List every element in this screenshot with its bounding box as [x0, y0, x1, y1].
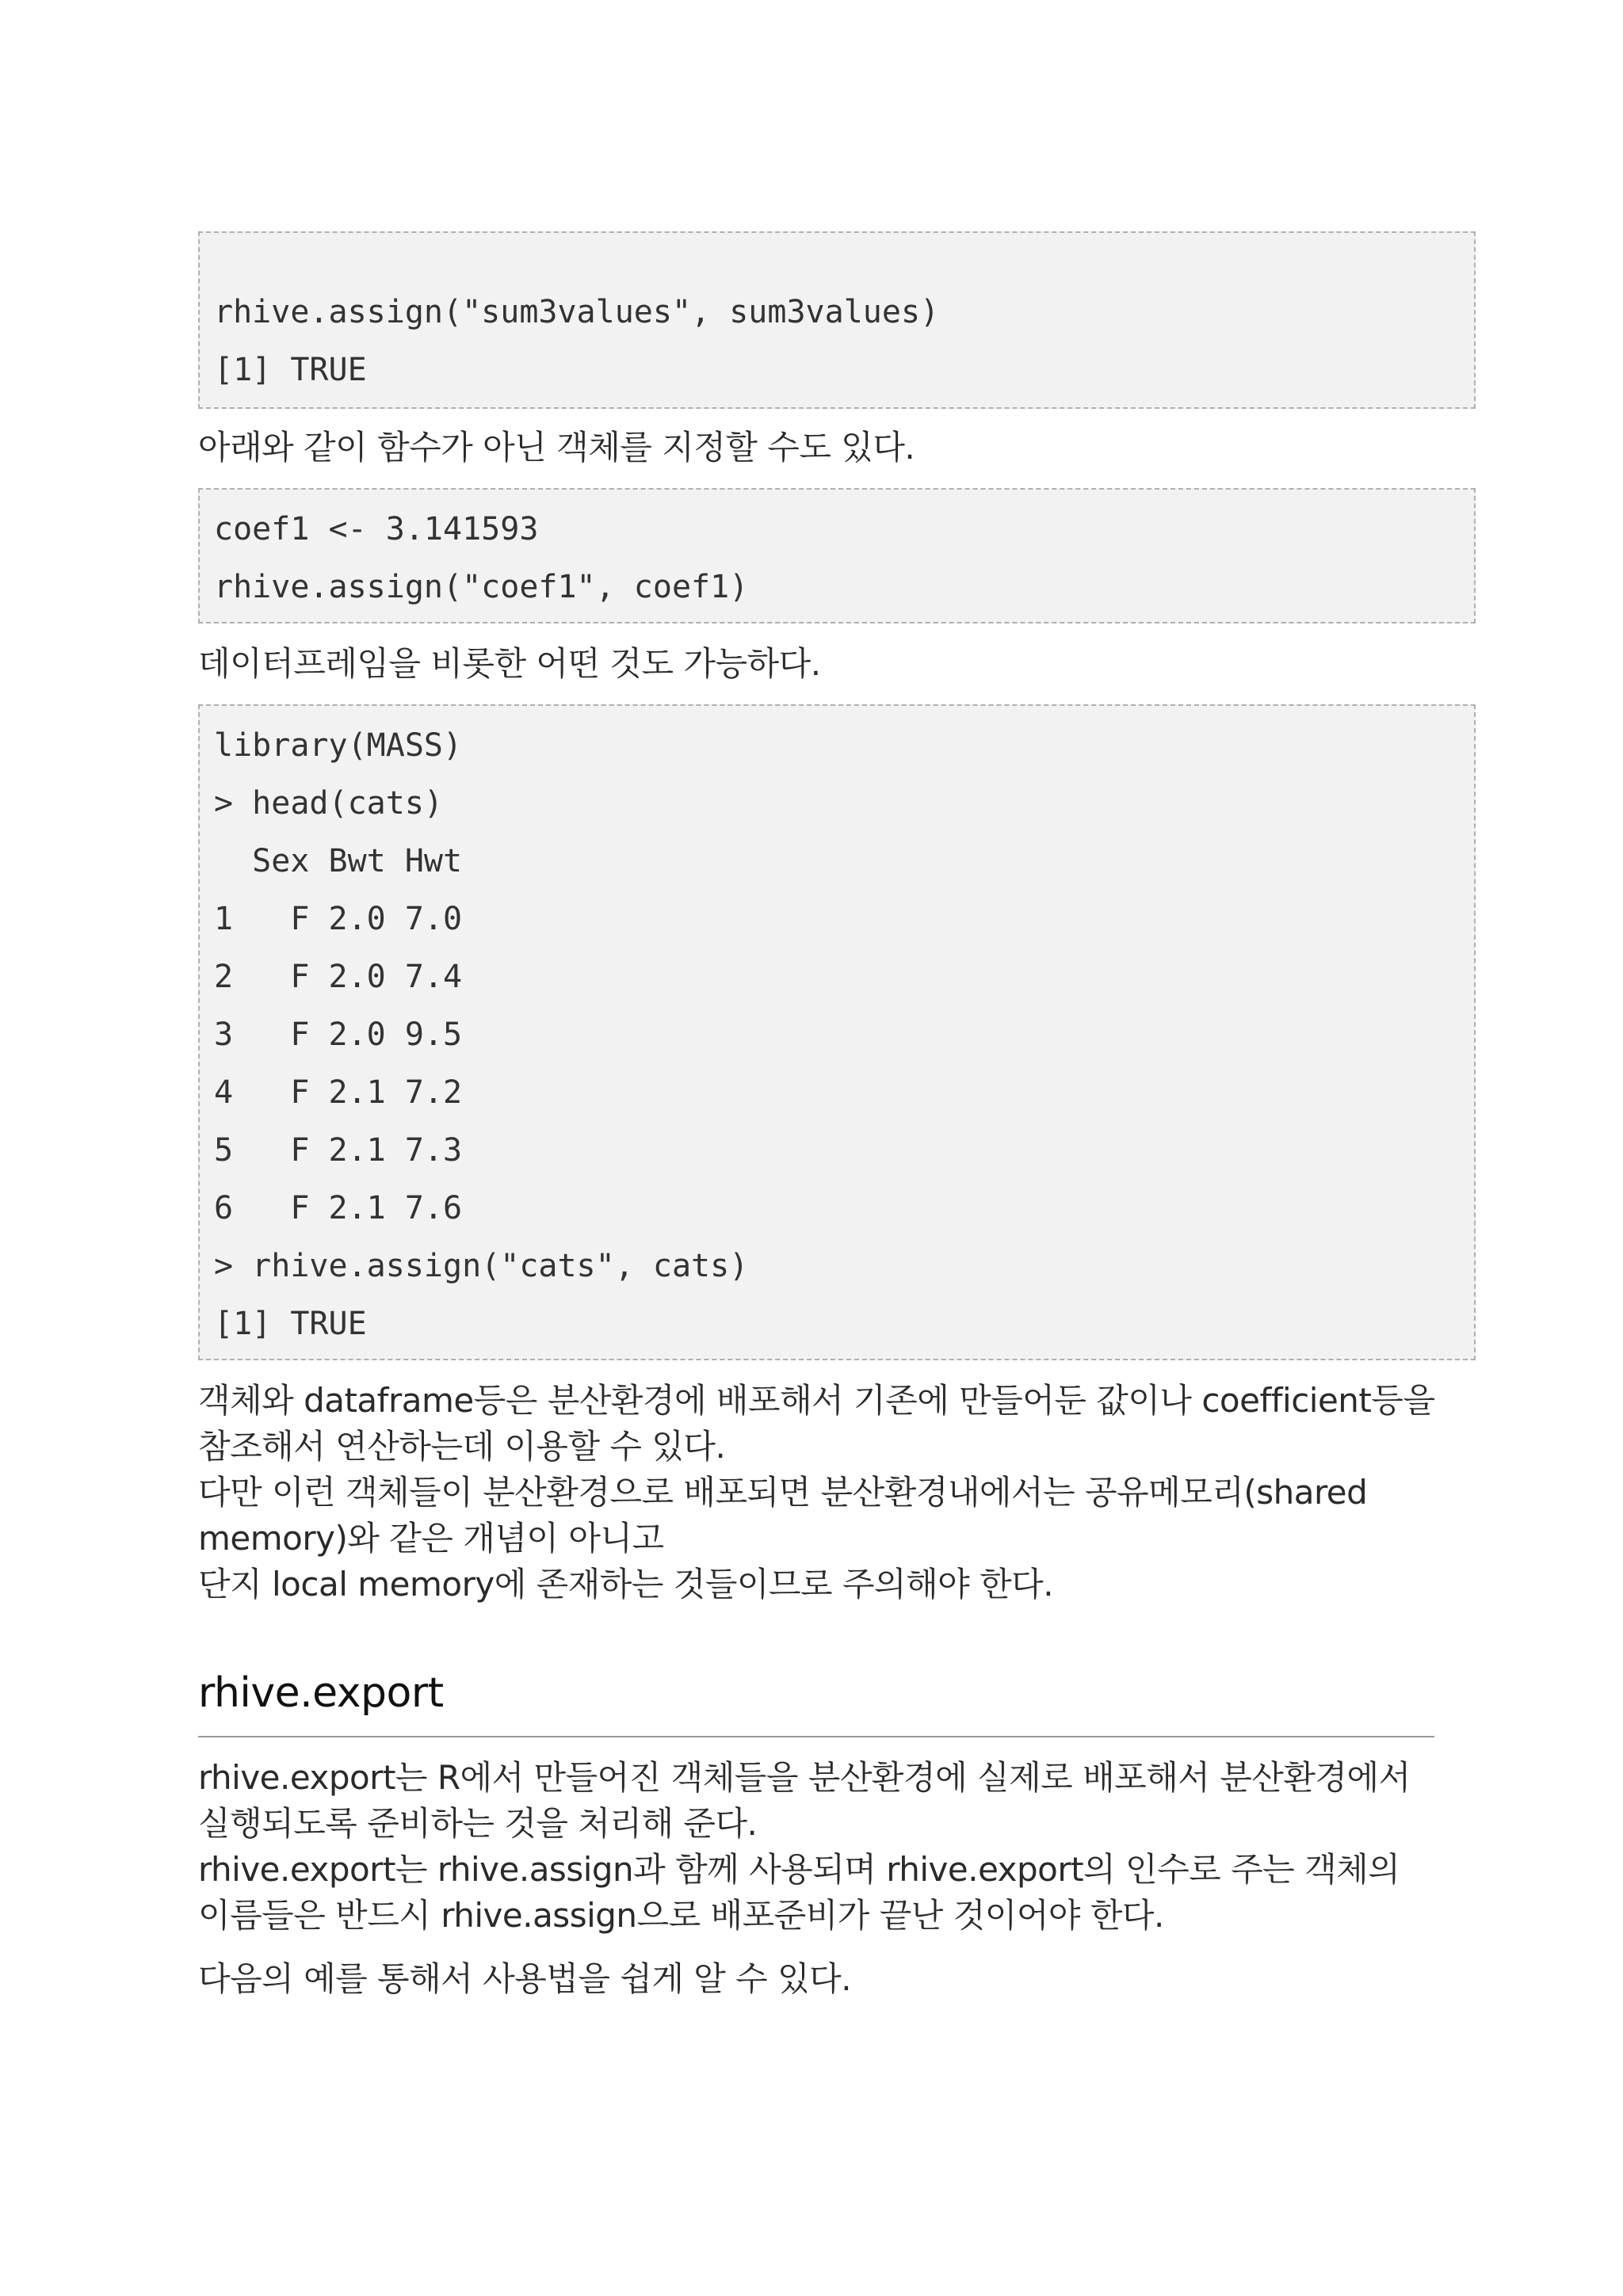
- code-line: 5 F 2.1 7.3: [214, 1132, 463, 1169]
- code-line: [1] TRUE: [214, 352, 367, 388]
- code-line: coef1 <- 3.141593: [214, 511, 539, 547]
- code-line: 6 F 2.1 7.6: [214, 1190, 463, 1226]
- code-line: 2 F 2.0 7.4: [214, 959, 463, 995]
- paragraph-rhive-export-description: rhive.export는 R에서 만들어진 객체들을 분산환경에 실제로 배포해서 분산환경에서 실행되도록 준비하는 것을 처리해 준다. rhive.export는 rhive.assign과 함께 사용되며 rhive.export의 인수로 주는 객체의 이름들은 반드시 rhive.assign으로 배포준비가 끝난 것이어야 한다.: [198, 1758, 1411, 1935]
- paragraph-assign-object: 아래와 같이 함수가 아닌 객체를 지정할 수도 있다.: [198, 428, 915, 467]
- code-line: Sex Bwt Hwt: [214, 843, 463, 879]
- code-line: > rhive.assign("cats", cats): [214, 1248, 749, 1284]
- code-line: > head(cats): [214, 785, 443, 822]
- code-line: 3 F 2.0 9.5: [214, 1016, 463, 1053]
- code-line: library(MASS): [214, 727, 463, 764]
- code-line: 4 F 2.1 7.2: [214, 1074, 463, 1111]
- code-block-assign-cats: [198, 704, 1476, 1360]
- code-blank-line: [214, 244, 1460, 284]
- document-page: [198, 231, 1476, 2002]
- paragraph-dataframe: 데이터프레임을 비롯한 어떤 것도 가능하다.: [198, 644, 821, 683]
- code-line: rhive.assign("sum3values", sum3values): [214, 294, 940, 330]
- code-line: [1] TRUE: [214, 1306, 367, 1342]
- code-line: 1 F 2.0 7.0: [214, 901, 463, 937]
- code-block-assign-coef1: [198, 488, 1476, 624]
- code-line: rhive.assign("coef1", coef1): [214, 569, 749, 605]
- paragraph-example-intro: 다음의 예를 통해서 사용법을 쉽게 알 수 있다.: [198, 1959, 852, 1998]
- paragraph-object-distribution-note: 객체와 dataframe등은 분산환경에 배포해서 기존에 만들어둔 값이나 coefficient등을 참조해서 연산하는데 이용할 수 있다. 다만 이런 객체들이 분산환경으로 배포되면 분산환경내에서는 공유메모리(shared memory)와 같은 개념이 아니고 단지 local memory에 존재하는 것들이므로 주의해야 한다.: [198, 1381, 1435, 1604]
- heading-divider: [198, 1736, 1434, 1737]
- section-heading: rhive.export: [198, 1669, 444, 1717]
- code-block-assign-sum3values: [198, 231, 1476, 409]
